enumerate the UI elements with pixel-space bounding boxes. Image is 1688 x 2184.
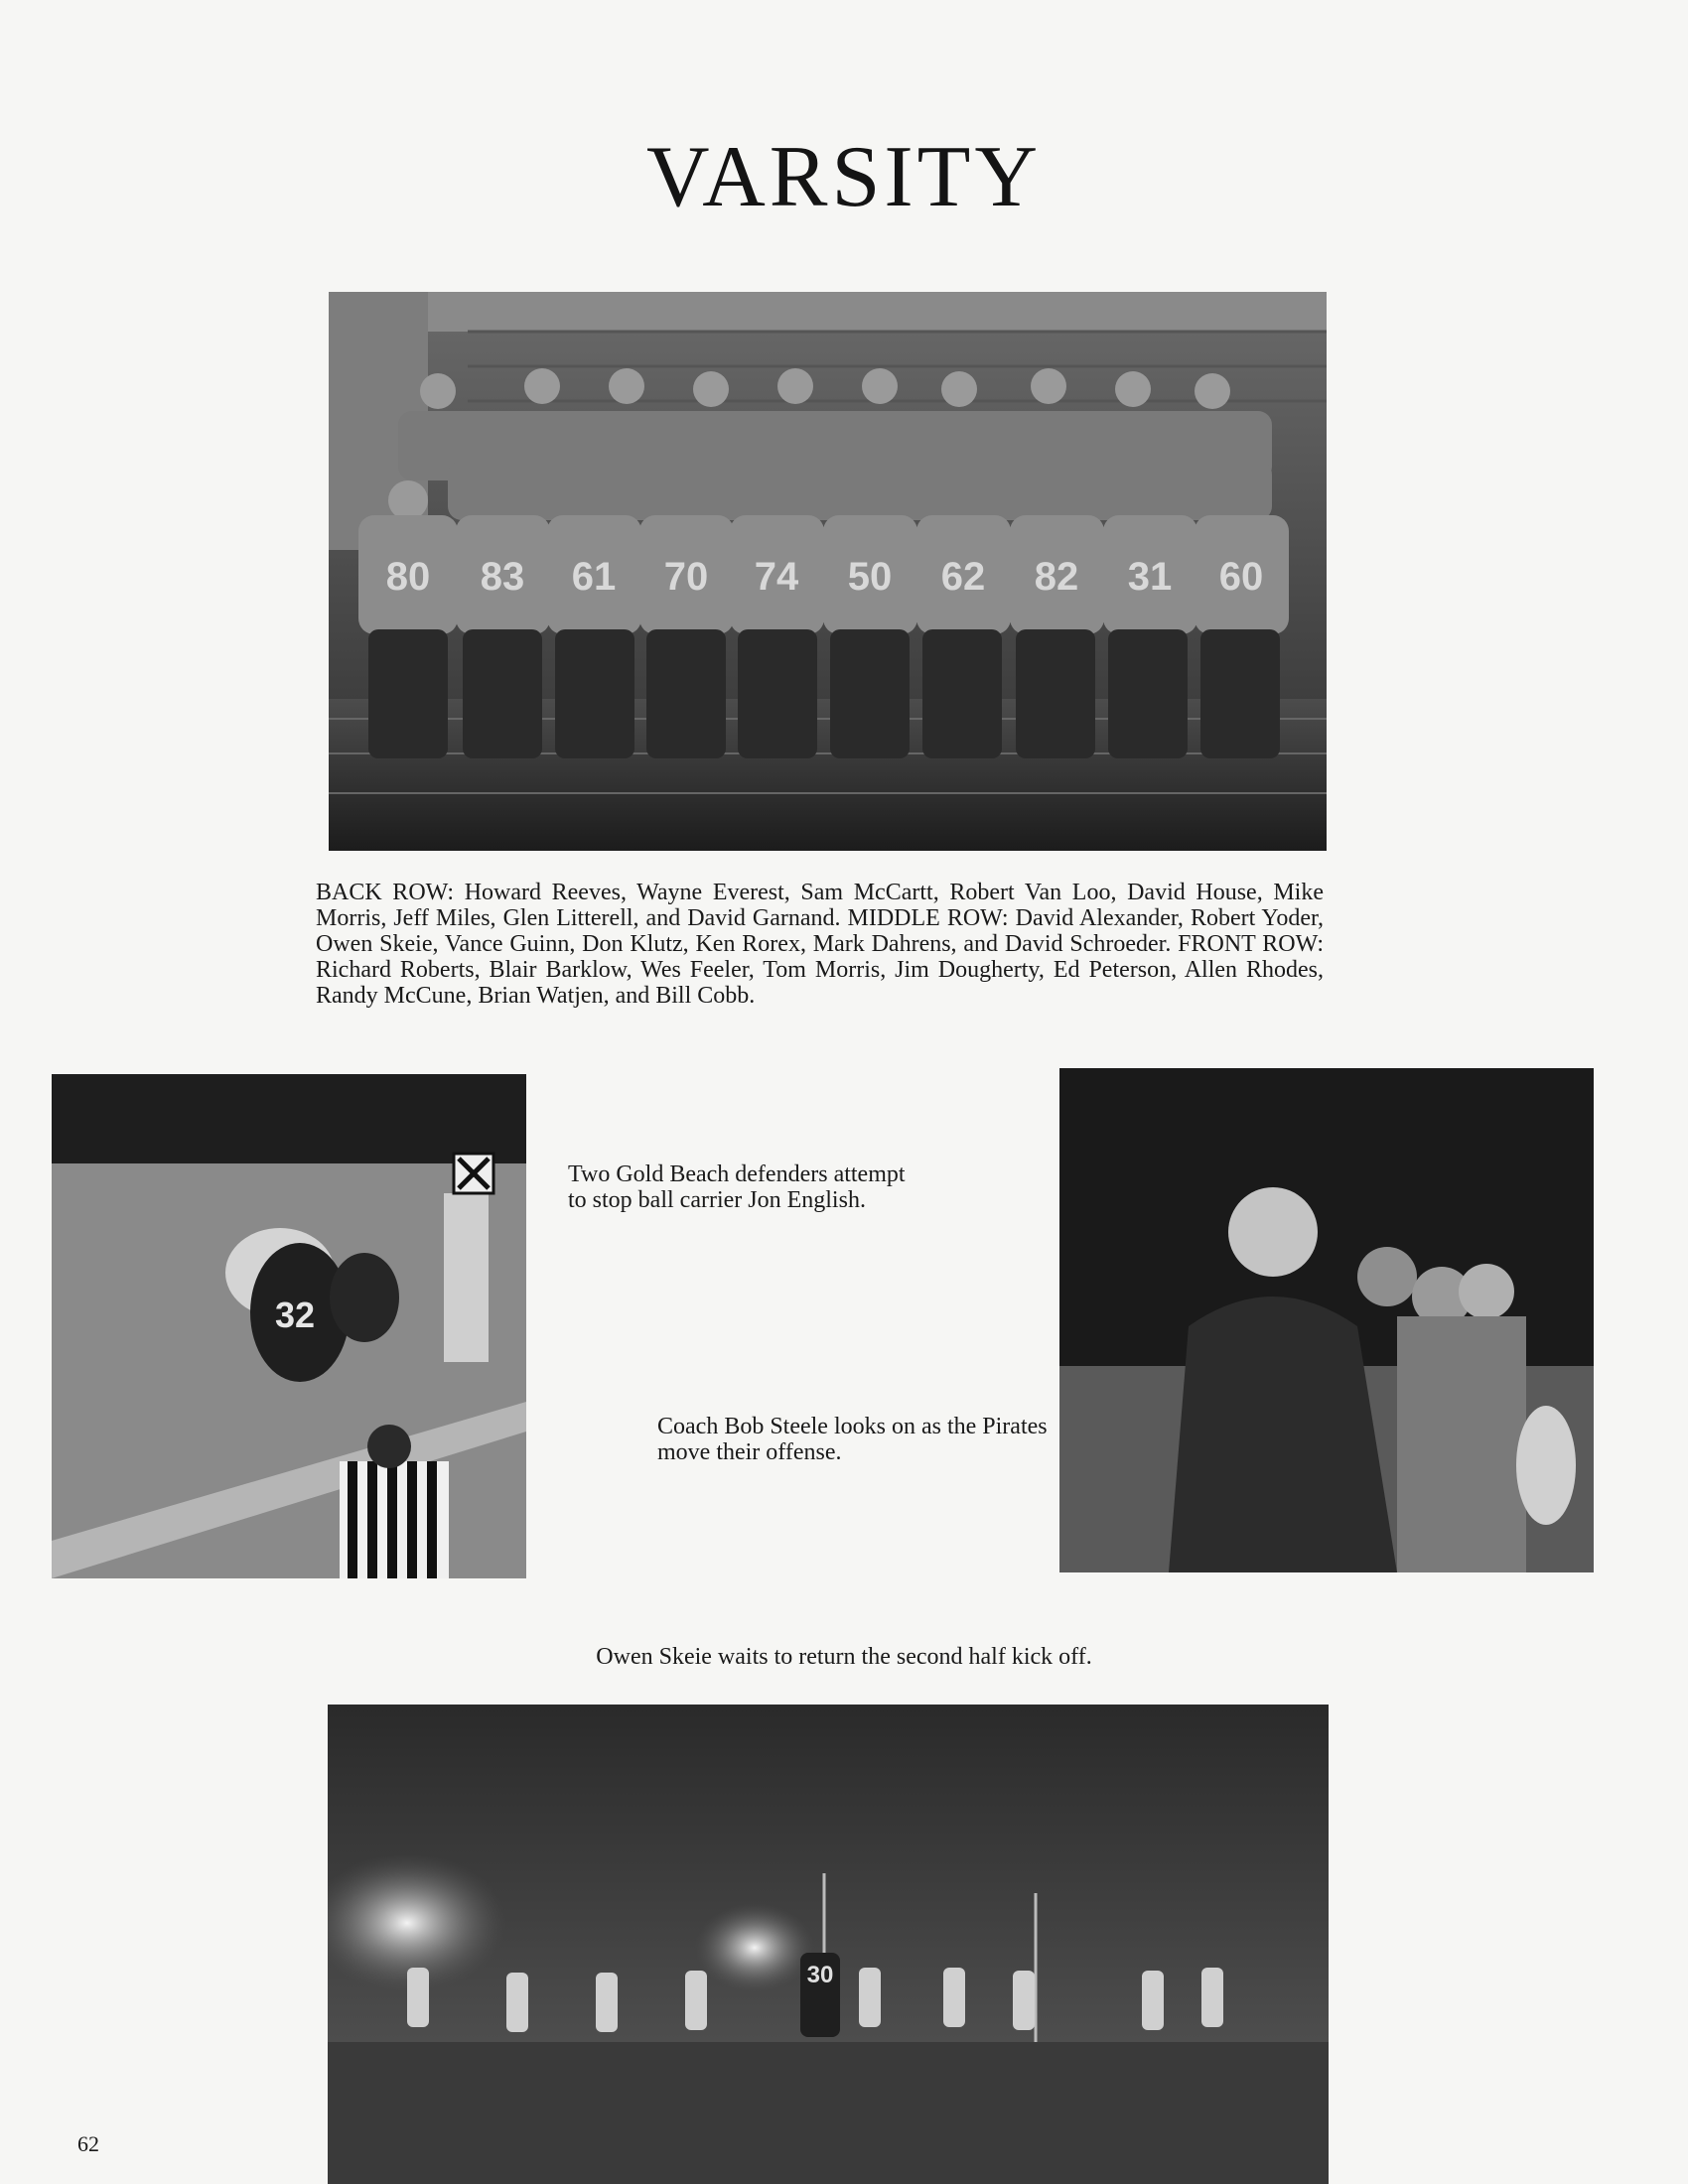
ball-carrier-illustration	[52, 1074, 526, 1578]
jersey-number: 60	[1218, 555, 1264, 599]
page-title: VARSITY	[645, 129, 1042, 225]
jersey-number: 80	[385, 555, 431, 599]
team-photo-illustration	[329, 292, 1327, 851]
roster-caption: BACK ROW: Howard Reeves, Wayne Everest, Sam McCartt, Robert Van Loo, David House, Mike Morris, Jeff Miles, Glen Litterell, and David Garnand. MIDDLE ROW: David Alexander, Robert Yoder, Owen Skeie, Vance Guinn, Don Klutz, Ken Rorex, Mark Dahrens, and David Schroeder. FRONT ROW: Richard Roberts, Blair Barklow, Wes Feeler, Tom Morris, Jim Dougherty, Ed Peterson, Allen Rhodes, Randy McCune, Brian Watjen, and Bill Cobb.	[316, 880, 1324, 1009]
coach-caption: Coach Bob Steele looks on as the Pirates move their offense.	[657, 1414, 1048, 1465]
jersey-number: 82	[1034, 555, 1079, 599]
varsity-team-photo	[329, 292, 1327, 851]
jersey-number: 50	[847, 555, 893, 599]
jersey-number: 30	[806, 1962, 834, 1988]
jersey-number: 32	[274, 1295, 316, 1335]
jersey-number: 31	[1127, 555, 1173, 599]
page-number: 62	[77, 2131, 99, 2156]
kickoff-illustration	[328, 1705, 1329, 2184]
jersey-number: 70	[663, 555, 709, 599]
jersey-number: 83	[480, 555, 525, 599]
kickoff-caption: Owen Skeie waits to return the second half kick off.	[596, 1644, 1092, 1670]
jersey-number: 74	[754, 555, 799, 599]
jersey-number: 61	[571, 555, 617, 599]
coach-illustration	[1059, 1068, 1594, 1572]
kickoff-photo	[328, 1705, 1329, 2184]
ball-carrier-photo	[52, 1074, 526, 1578]
coach-photo	[1059, 1068, 1594, 1572]
jersey-number: 62	[940, 555, 986, 599]
ball-carrier-caption: Two Gold Beach defenders attempt to stop ball carrier Jon English.	[568, 1161, 906, 1213]
